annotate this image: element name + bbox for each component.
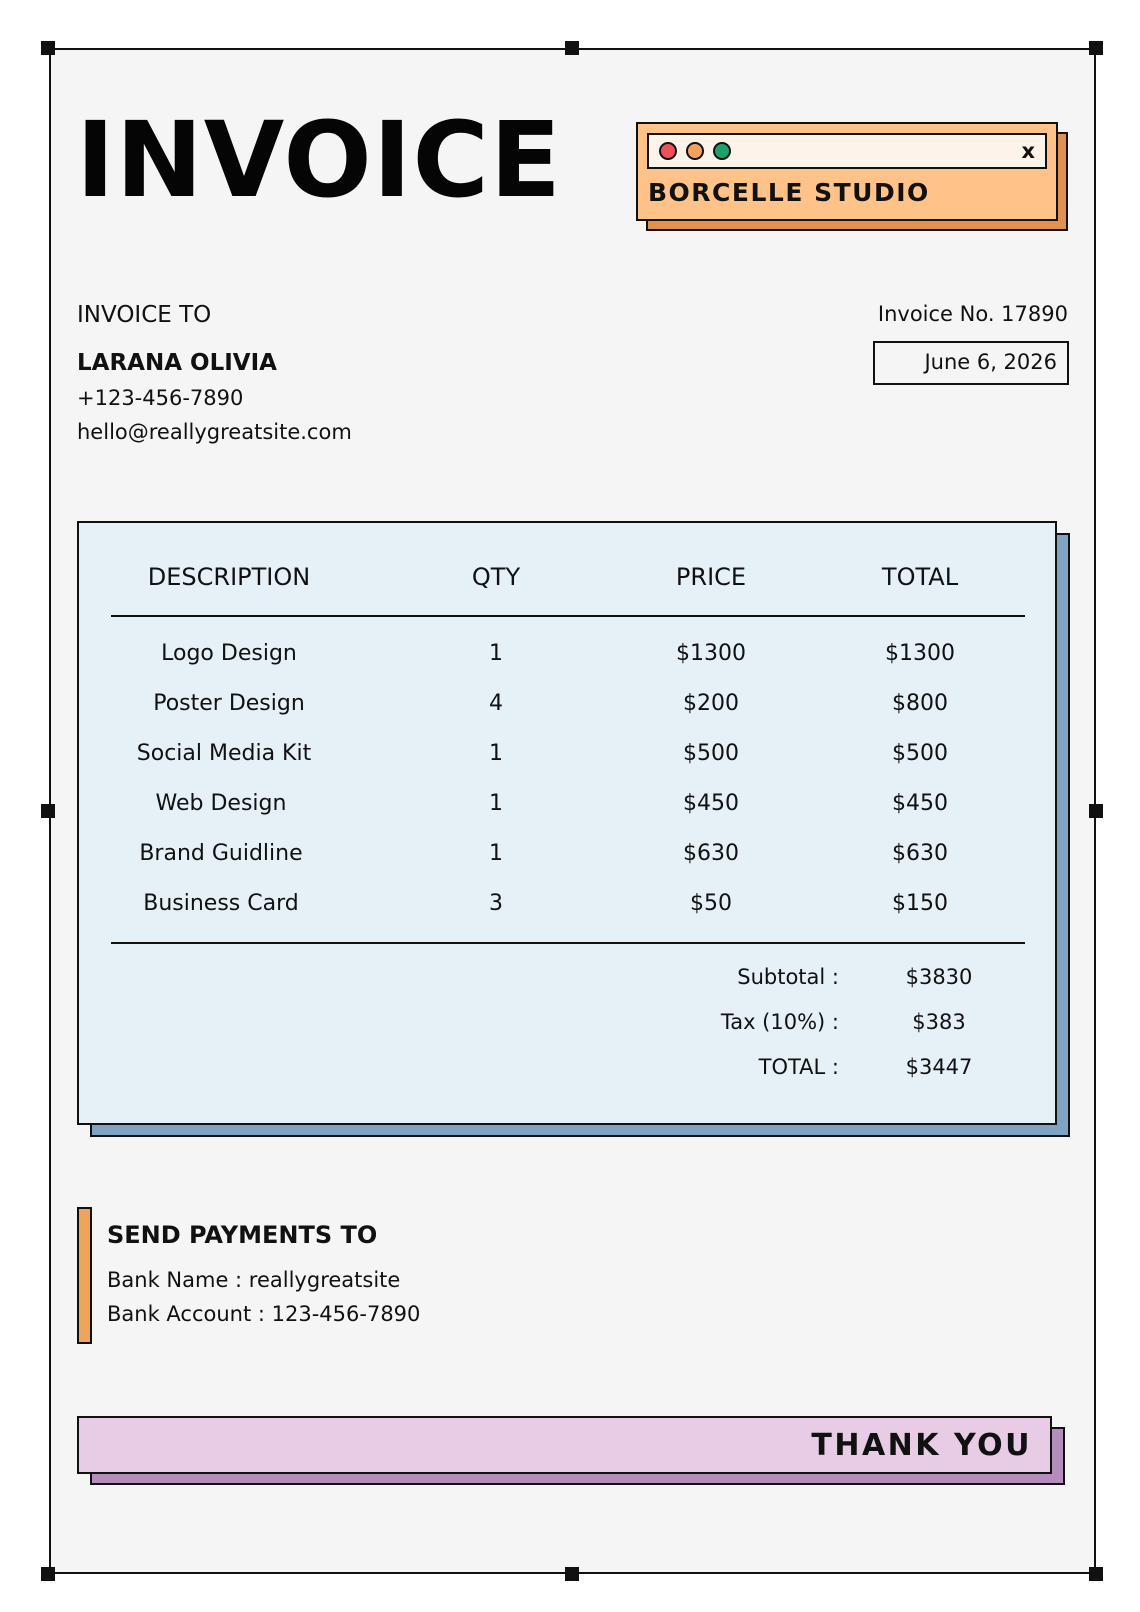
resize-handle-bottom-left[interactable] [41, 1567, 55, 1581]
item-price: $200 [683, 691, 739, 716]
window-dot-red-icon [659, 142, 677, 160]
total-amount: $3447 [905, 1055, 973, 1079]
payment-accent-bar [77, 1207, 92, 1344]
subtotal-amount: $3830 [905, 965, 973, 989]
tax-label: Tax (10%) : [720, 1010, 839, 1034]
page-title: INVOICE [76, 99, 562, 221]
item-total: $800 [892, 691, 948, 716]
table-row [79, 641, 1059, 681]
invoice-number: Invoice No. 17890 [877, 302, 1068, 326]
invoice-date: June 6, 2026 [873, 341, 1069, 385]
item-qty: 1 [489, 841, 503, 866]
column-header-qty: QTY [471, 563, 521, 591]
tax-value [889, 1010, 1069, 1034]
item-price: $500 [683, 741, 739, 766]
window-dot-orange-icon [686, 142, 704, 160]
total-value [889, 1055, 1069, 1079]
header-divider [111, 615, 1025, 617]
table-row [79, 741, 1059, 781]
item-qty: 1 [489, 791, 503, 816]
studio-badge [636, 122, 1058, 221]
item-total: $630 [892, 841, 948, 866]
bank-account: Bank Account : 123-456-7890 [107, 1302, 421, 1326]
item-qty: 4 [489, 691, 503, 716]
summary-divider [111, 942, 1025, 944]
column-header-description: DESCRIPTION [147, 563, 311, 591]
studio-name: BORCELLE STUDIO [648, 178, 930, 207]
resize-handle-top-left[interactable] [41, 41, 55, 55]
invoice-to-label: INVOICE TO [77, 302, 212, 328]
resize-handle-top-right[interactable] [1089, 41, 1103, 55]
resize-handle-middle-right[interactable] [1089, 804, 1103, 818]
item-description: Poster Design [153, 691, 305, 716]
thank-you-banner [77, 1416, 1052, 1474]
item-price: $50 [690, 891, 732, 916]
resize-handle-bottom-right[interactable] [1089, 1567, 1103, 1581]
item-total: $1300 [885, 641, 955, 666]
tax-amount: $383 [912, 1010, 966, 1034]
column-header-price: PRICE [675, 563, 747, 591]
table-row [79, 691, 1059, 731]
window-title-bar [647, 133, 1047, 169]
resize-handle-top-center[interactable] [565, 41, 579, 55]
total-label: TOTAL : [758, 1055, 839, 1079]
resize-handle-middle-left[interactable] [41, 804, 55, 818]
column-header-total: TOTAL [881, 563, 959, 591]
client-phone: +123-456-7890 [77, 386, 244, 410]
payment-title: SEND PAYMENTS TO [107, 1221, 378, 1249]
thank-you-text: THANK YOU [811, 1428, 1032, 1463]
item-description: Social Media Kit [136, 741, 312, 766]
client-name: LARANA OLIVIA [77, 350, 277, 376]
table-row [79, 841, 1059, 881]
resize-handle-bottom-center[interactable] [565, 1567, 579, 1581]
item-qty: 1 [489, 641, 503, 666]
table-row [79, 791, 1059, 831]
close-icon: x [1021, 139, 1035, 163]
subtotal-value [889, 965, 1069, 989]
subtotal-label: Subtotal : [737, 965, 839, 989]
item-description: Web Design [155, 791, 287, 816]
item-qty: 1 [489, 741, 503, 766]
item-total: $500 [892, 741, 948, 766]
item-description: Business Card [143, 891, 299, 916]
client-email: hello@reallygreatsite.com [77, 420, 352, 444]
table-row [79, 891, 1059, 931]
bank-name: Bank Name : reallygreatsite [107, 1268, 401, 1292]
item-description: Brand Guidline [139, 841, 303, 866]
item-total: $150 [892, 891, 948, 916]
window-dot-green-icon [713, 142, 731, 160]
item-price: $1300 [676, 641, 746, 666]
item-description: Logo Design [161, 641, 297, 666]
item-qty: 3 [489, 891, 503, 916]
item-total: $450 [892, 791, 948, 816]
item-price: $630 [683, 841, 739, 866]
invoice-table [77, 521, 1057, 1125]
item-price: $450 [683, 791, 739, 816]
